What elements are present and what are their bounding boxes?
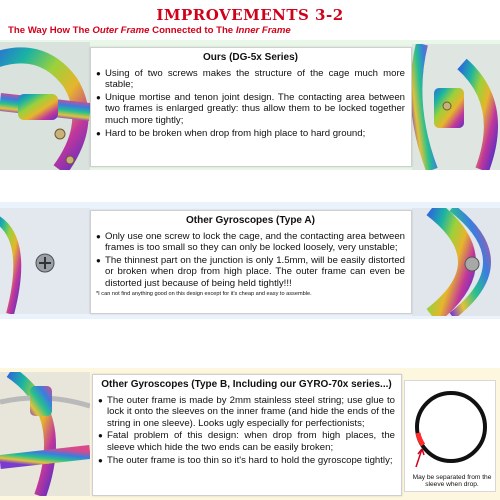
ours-info-card (90, 47, 412, 167)
list-item: ● Using of two screws makes the structure of the cage much more stable; (96, 67, 405, 91)
bullet-icon: ● (96, 92, 101, 102)
type-b-info-card (92, 374, 402, 496)
subtitle-text-1: The Way How The (8, 25, 93, 36)
list-item: ● The outer frame is made by 2mm stainless steel string; use glue to lock it onto the sleeves on the inner frame (and hide the ends of the string in one sleeve). Looks ugly especially for perfectionists; (98, 394, 395, 429)
bullet-icon: ● (98, 431, 103, 441)
ring-diagram (404, 380, 496, 492)
type-a-footnote: *I can not find anything good on this design except for it's cheap and easy to assemble. (96, 290, 312, 297)
type-a-frame-photo (0, 208, 90, 314)
page-subtitle (8, 25, 492, 36)
bullet-icon: ● (96, 231, 101, 241)
ring-diagram-caption: May be separated from the sleeve when drop. (412, 474, 492, 489)
type-b-frame-photo (0, 372, 90, 496)
page-title: IMPROVEMENTS 3-2 (156, 6, 344, 24)
bullet-icon: ● (96, 68, 101, 78)
type-a-info-card (90, 210, 412, 314)
bullet-icon: ● (96, 128, 101, 138)
type-a-joint-photo (412, 208, 500, 316)
list-item: ● The outer frame is too thin so it's hard to hold the gyroscope tightly; (98, 454, 393, 466)
ring-diagram-icon (413, 387, 489, 471)
bullet-icon: ● (98, 395, 103, 405)
subtitle-inner-frame: Inner Frame (235, 25, 291, 36)
type-a-heading: Other Gyroscopes (Type A) (186, 215, 315, 226)
list-item: ● Fatal problem of this design: when drop from high places, the sleeve which hide the two ends can be easily broken; (98, 430, 395, 453)
subtitle-outer-frame: Outer Frame (92, 25, 150, 36)
list-item: ● Unique mortise and tenon joint design. The contacting area between two frames is enlarged greatly: thus allow them to be locked together much more tightly; (96, 91, 405, 126)
subtitle-text-2: Connected to The (149, 25, 236, 36)
list-item: ● The thinnest part on the junction is only 1.5mm, will be easily distorted or broken when drop from high place. The outer frame can even be distorted just because of being held tightly!!! (96, 254, 405, 289)
bullet-icon: ● (96, 255, 101, 265)
ours-heading: Ours (DG-5x Series) (202, 52, 299, 63)
ours-joint-photo (412, 44, 500, 170)
ours-frame-photo (0, 42, 90, 170)
bullet-icon: ● (98, 455, 103, 465)
list-item: ● Hard to be broken when drop from high place to hard ground; (96, 127, 366, 139)
list-item: ● Only use one screw to lock the cage, and the contacting area between frames is too small so they can only be locked loosely, very unstable; (96, 230, 405, 254)
type-b-heading: Other Gyroscopes (Type B, Including our GYRO-70x series...) (101, 379, 392, 390)
